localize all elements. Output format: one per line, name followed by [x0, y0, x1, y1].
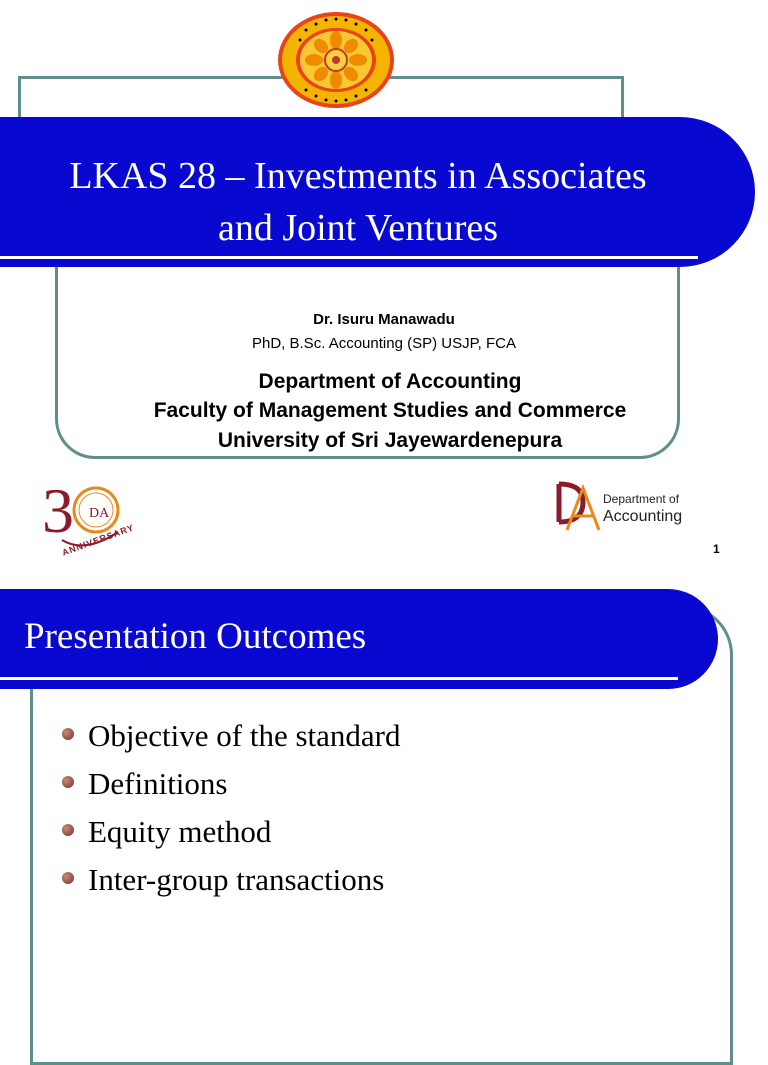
- university-name: University of Sri Jayewardenepura: [217, 429, 563, 452]
- author-credentials: PhD, B.Sc. Accounting (SP) USJP, FCA: [252, 335, 516, 352]
- bullet-item: Objective of the standard: [88, 718, 401, 753]
- faculty-name: Faculty of Management Studies and Commerce: [153, 399, 627, 422]
- bullet-item: Equity method: [88, 814, 272, 849]
- department-name: Department of Accounting: [258, 370, 522, 393]
- department-logo-line-2: Accounting: [603, 508, 683, 525]
- bullet-icon: [62, 728, 74, 740]
- university-seal-logo: [276, 10, 396, 110]
- slide-title: [0, 150, 716, 254]
- department-logo: [553, 478, 703, 534]
- svg-text:DA: DA: [89, 506, 110, 521]
- slide-2-banner-underline: [0, 677, 678, 680]
- slide-2-title: Presentation Outcomes: [24, 616, 367, 657]
- bullet-icon: [62, 824, 74, 836]
- page-number: 1: [713, 542, 720, 556]
- bullet-icon: [62, 776, 74, 788]
- bullet-icon: [62, 872, 74, 884]
- department-logo-line-1: Department of: [603, 492, 680, 506]
- banner-underline: [0, 256, 698, 259]
- slide-2: [0, 585, 768, 1024]
- bullet-item: Inter-group transactions: [88, 862, 385, 897]
- bullet-item: Definitions: [88, 766, 228, 801]
- svg-text:3: 3: [42, 475, 74, 546]
- anniversary-label: ANNIVERSARY: [60, 522, 136, 558]
- slide-title-line-2: and Joint Ventures: [217, 207, 499, 249]
- author-name: Dr. Isuru Manawadu: [313, 311, 455, 328]
- slide-title-line-1: LKAS 28 – Investments in Associates: [69, 155, 647, 197]
